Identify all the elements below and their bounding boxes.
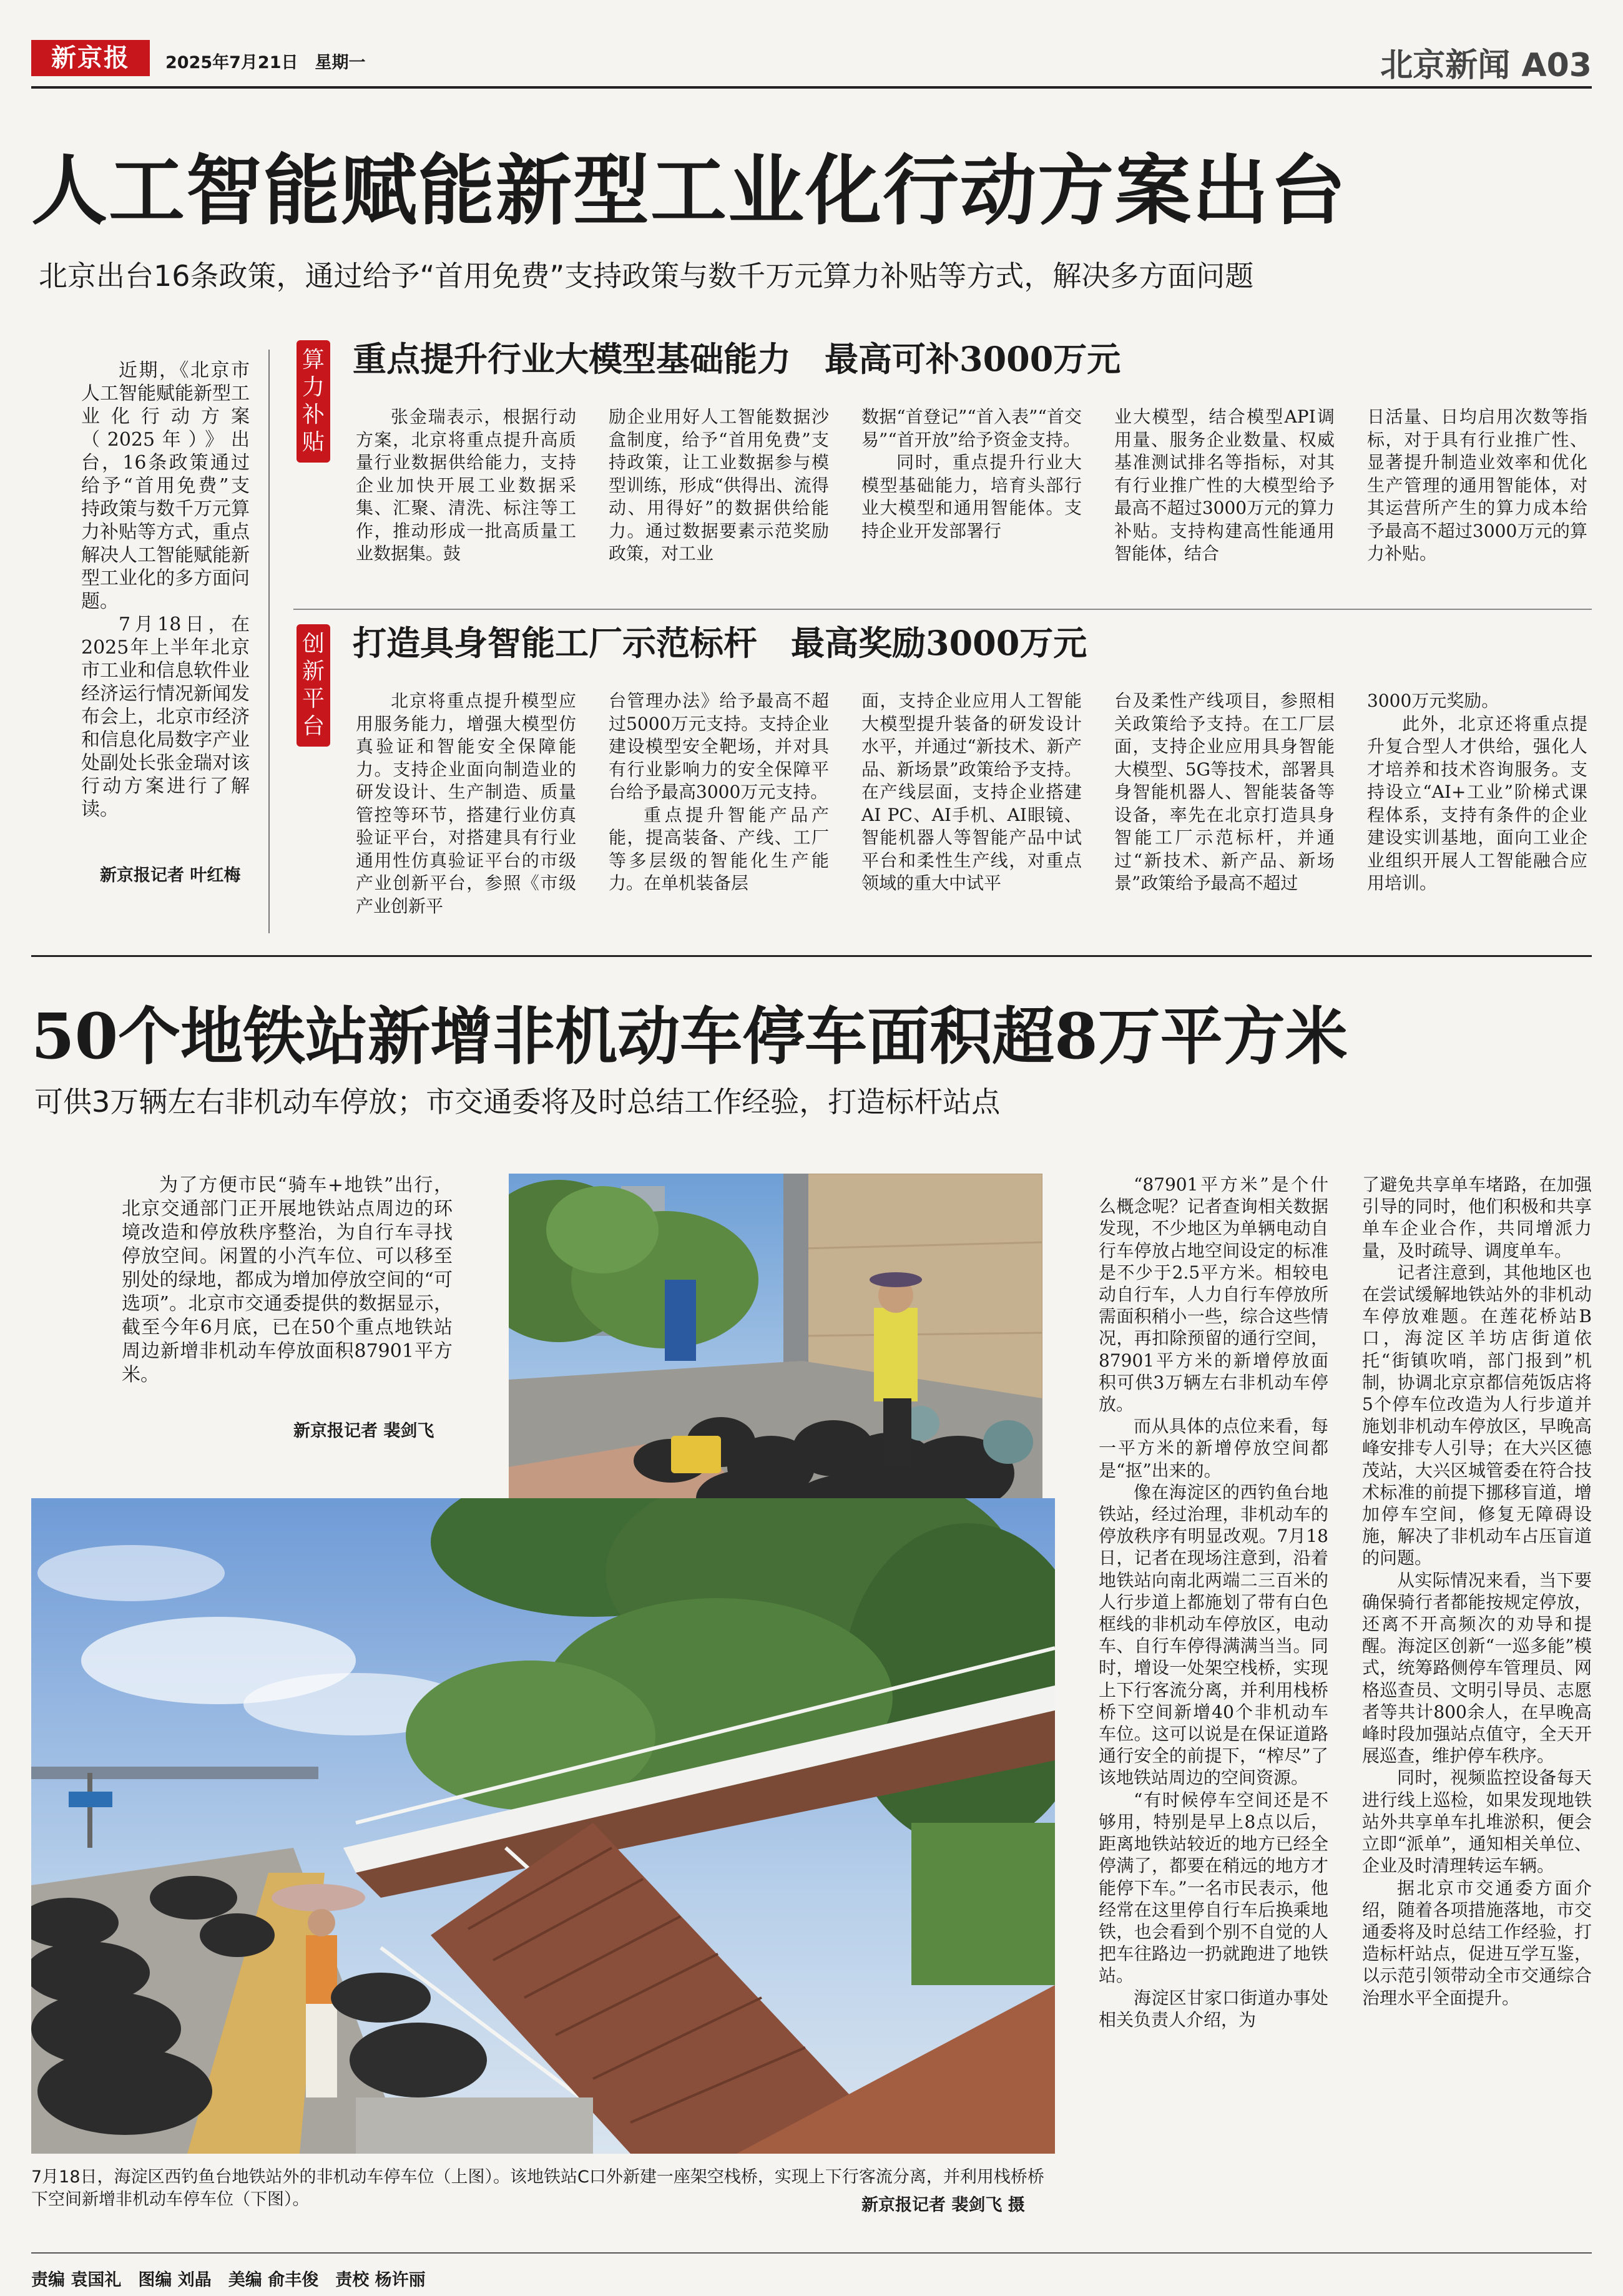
text-column [861, 690, 1082, 918]
photo-credit: 新京报记者 裴剑飞 摄 [861, 2195, 1025, 2215]
text-column [1367, 406, 1587, 566]
story2-subheadline: 可供3万辆左右非机动车停放；市交通委将及时总结工作经验，打造标杆站点 [34, 1085, 1001, 1119]
story2-lead-para: 为了方便市民“骑车+地铁”出行，北京交通部门正开展地铁站点周边的环境改造和停放秩序整治，为自行车寻找停放空间。闲置的小汽车位、可以移至别处的绿地，都成为增加停放空间的“可选项”。北京市交通委提供的数据显示，截至今年6月底，已在50个重点地铁站周边新增非机动车停放面积87901平方米。 [122, 1174, 453, 1386]
body-paragraph: 像在海淀区的西钓鱼台地铁站，经过治理，非机动车的停放秩序有明显改观。7月18日，记者在现场注意到，沿着地铁站向南北两端二三百米的人行步道上都施划了带有白色框线的非机动车停放区，电动车、自行车停得满满当当。同时，增设一处架空栈桥，实现上下行客流分离，并利用栈桥桥下空间新增40个非机动车车位。这可以说是在保证道路通行安全的前提下，“榨尽”了该地铁站周边的空间资源。 [1099, 1481, 1328, 1788]
story2-columns [1099, 1174, 1592, 2031]
column-divider [268, 350, 270, 933]
body-paragraph: 据北京市交通委方面介绍，随着各项措施落地，市交通委将及时总结工作经验，打造标杆站点，促进互学互鉴，以示范引领带动全市交通综合治理水平全面提升。 [1362, 1877, 1592, 2008]
footer-rule [31, 2252, 1592, 2254]
story1-headline: 人工智能赋能新型工业化行动方案出台 [31, 145, 1347, 235]
body-paragraph: 面，支持企业应用人工智能大模型提升装备的研发设计水平，并通过“新技术、新产品、新场景”政策给予支持。在产线层面，支持企业搭建AI PC、AI手机、AI眼镜、智能机器人等智能产品中试平台和柔性生产线，对重点领域的重大中试平 [861, 690, 1082, 893]
body-paragraph: 北京将重点提升模型应用服务能力，增强大模型仿真验证和智能安全保障能力。支持企业面向制造业的研发设计、生产制造、质量管控等环节，搭建行业仿真验证平台，对搭建具有行业通用性仿真验证平台的市级产业创新平台，参照《市级产业创新平 [356, 690, 576, 916]
body-paragraph: 从实际情况来看，当下要确保骑行者都能按规定停放，还离不开高频次的劝导和提醒。海淀区创新“一巡多能”模式，统筹路侧停车管理员、网格巡查员、文明引导员、志愿者等共计800余人，在早晚高峰时段加强站点值守，全天开展巡查，维护停车秩序。 [1362, 1569, 1592, 1767]
story1-part1-columns [356, 406, 1592, 566]
text-column [1099, 1174, 1328, 2031]
text-column [609, 690, 829, 918]
text-column [356, 406, 576, 566]
photo-caption: 7月18日，海淀区西钓鱼台地铁站外的非机动车停车位（上图）。该地铁站C口外新建一座架空栈桥，实现上下行客流分离，并利用栈桥桥下空间新增非机动车停车位（下图）。 [31, 2167, 1044, 2209]
editor-credits: 责编 袁国礼 图编 刘晶 美编 俞丰俊 责校 杨许丽 [31, 2270, 426, 2290]
body-paragraph: “87901平方米”是个什么概念呢？记者查询相关数据发现，不少地区为单辆电动自行车停放占地空间设定的标准是不少于2.5平方米。相较电动自行车，人力自行车停放所需面积稍小一些，综合这些情况，再扣除预留的通行空间，87901平方米的新增停放面积可供3万辆左右非机动车停放。 [1099, 1174, 1328, 1415]
tag-compute-subsidy: 算力补贴 [297, 340, 330, 463]
story1-part2-columns [356, 690, 1592, 918]
story2-byline: 新京报记者 裴剑飞 [293, 1421, 434, 1441]
section-page-label: 北京新闻 A03 [1380, 47, 1592, 84]
text-column [1362, 1174, 1592, 2031]
issue-date: 2025年7月21日 星期一 [165, 53, 366, 72]
text-column [861, 406, 1082, 566]
story-divider [31, 955, 1592, 957]
body-paragraph: 台及柔性产线项目，参照相关政策给予支持。在工厂层面，支持企业应用具身智能大模型、5G等技术，部署具身智能机器人、智能装备等设备，率先在北京打造具身智能工厂示范标杆，并通过“新技术、新产品、新场景”政策给予最高不超过 [1114, 690, 1335, 893]
body-paragraph: 业大模型，结合模型API调用量、服务企业数量、权威基准测试排名等指标，对其有行业推广性的大模型给予最高不超过3000万元的算力补贴。支持构建高性能通用智能体，结合 [1114, 406, 1335, 564]
body-paragraph: 而从具体的点位来看，每一平方米的新增停放空间都是“抠”出来的。 [1099, 1416, 1328, 1481]
story1-byline: 新京报记者 叶红梅 [100, 866, 241, 885]
body-paragraph: 同时，重点提升行业大模型基础能力，培育头部行业大模型和通用智能体。支持企业开发部署行 [861, 452, 1082, 541]
story1-subheadline: 北京出台16条政策，通过给予“首用免费”支持政策与数千万元算力补贴等方式，解决多方面问题 [39, 259, 1254, 293]
story1-part1-subhead: 重点提升行业大模型基础能力 最高可补3000万元 [353, 339, 1121, 379]
body-paragraph: 同时，视频监控设备每天进行线上巡检，如果发现地铁站外共享单车扎堆淤积，便会立即“派单”，通知相关单位、企业及时清理转运车辆。 [1362, 1767, 1592, 1877]
section-divider [293, 609, 1592, 610]
masthead [31, 37, 1592, 84]
body-paragraph: 海淀区甘家口街道办事处相关负责人介绍，为 [1099, 1987, 1328, 2030]
body-paragraph: 励企业用好人工智能数据沙盒制度，给予“首用免费”支持政策，让工业数据参与模型训练，形成“供得出、流得动、用得好”的数据供给能力。通过数据要素示范奖励政策，对工业 [609, 406, 829, 564]
text-column [1114, 690, 1335, 918]
masthead-rule [31, 86, 1592, 89]
body-paragraph: 了避免共享单车堵路，在加强引导的同时，他们积极和共享单车企业合作，共同增派力量，及时疏导、调度单车。 [1362, 1174, 1592, 1261]
story1-lead-para: 7月18日，在2025年上半年北京市工业和信息软件业经济运行情况新闻发布会上，北京市经济和信息化局数字产业处副处长张金瑞对该行动方案进行了解读。 [81, 614, 250, 820]
body-paragraph: 重点提升智能产品产能，提高装备、产线、工厂等多层级的智能化生产能力。在单机装备层 [609, 804, 829, 893]
story1-lead-para: 近期，《北京市人工智能赋能新型工业化行动方案（2025年）》出台，16条政策通过给予“首用免费”支持政策与数千万元算力补贴等方式，重点解决人工智能赋能新型工业化的多方面问题。 [81, 360, 250, 612]
text-column [1114, 406, 1335, 566]
newspaper-logo[interactable]: 新京报 [31, 40, 150, 76]
body-paragraph: 张金瑞表示，根据行动方案，北京将重点提升高质量行业数据供给能力，支持企业加快开展工业数据采集、汇聚、清洗、标注等工作，推动形成一批高质量工业数据集。鼓 [356, 406, 576, 564]
body-paragraph: 此外，北京还将重点提升复合型人才供给，强化人才培养和技术咨询服务。支持设立“AI+工业”阶梯式课程体系，支持有条件的企业建设实训基地，面向工业企业组织开展人工智能融合应用培训。 [1367, 713, 1587, 893]
text-column [356, 690, 576, 918]
tag-innovation-platform: 创新平台 [297, 624, 330, 747]
body-paragraph: 台管理办法》给予最高不超过5000万元支持。支持企业建设模型安全靶场，并对具有行业影响力的安全保障平台给予最高3000万元支持。 [609, 690, 829, 802]
photo-parked-bikes[interactable] [509, 1174, 1042, 1533]
body-paragraph: 数据“首登记”“首入表”“首交易”“首开放”给予资金支持。 [861, 406, 1082, 450]
story1-part2-subhead: 打造具身智能工厂示范标杆 最高奖励3000万元 [353, 623, 1087, 663]
text-column [1367, 690, 1587, 918]
story2-lead [122, 1174, 453, 1387]
body-paragraph: 日活量、日均启用次数等指标，对于具有行业推广性、显著提升制造业效率和优化生产管理的通用智能体，对其运营所产生的算力成本给予最高不超过3000万元的算力补贴。 [1367, 406, 1587, 564]
body-paragraph: 3000万元奖励。 [1367, 690, 1499, 711]
photo-elevated-walkway[interactable] [31, 1498, 1055, 2154]
story2-headline: 50个地铁站新增非机动车停车面积超8万平方米 [31, 999, 1348, 1073]
text-column [609, 406, 829, 566]
story1-lead [81, 359, 250, 821]
body-paragraph: “有时候停车空间还是不够用，特别是早上8点以后，距离地铁站较近的地方已经全停满了，都要在稍远的地方才能停下车。”一名市民表示，他经常在这里停自行车后换乘地铁，也会看到个别不自觉的人把车往路边一扔就跑进了地铁站。 [1099, 1789, 1328, 1986]
body-paragraph: 记者注意到，其他地区也在尝试缓解地铁站外的非机动车停放难题。在莲花桥站B口，海淀区羊坊店街道依托“街镇吹哨，部门报到”机制，协调北京京都信苑饭店将5个停车位改造为人行步道并施划非机动车停放区，早晚高峰安排专人引导；在大兴区德茂站，大兴区城管委在符合技术标准的前提下挪移盲道，增加停车空间，修复无障碍设施，解决了非机动车占压盲道的问题。 [1362, 1262, 1592, 1569]
